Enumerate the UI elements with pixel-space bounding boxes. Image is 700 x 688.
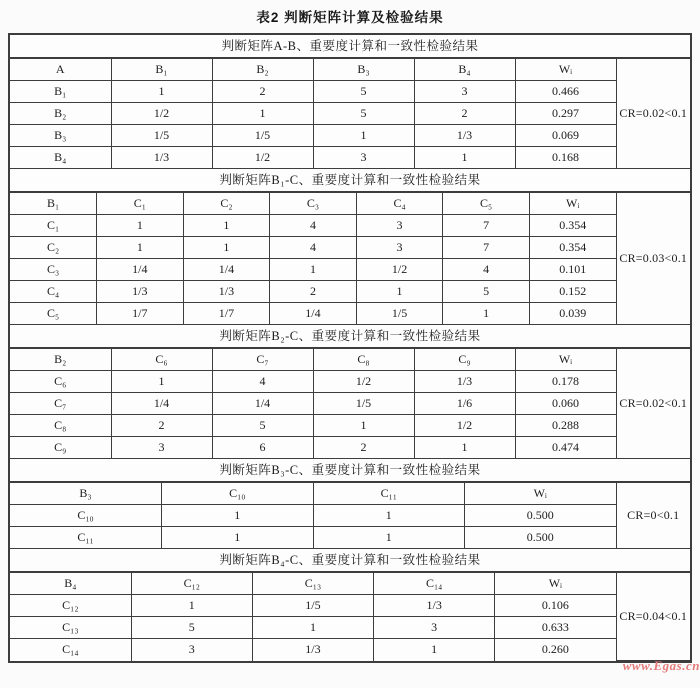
data-cell: 2 <box>212 81 313 103</box>
matrix-header-row <box>10 483 690 505</box>
matrix-data-row <box>10 437 690 459</box>
data-cell: 1/3 <box>374 595 495 617</box>
matrix-data-row <box>10 281 690 303</box>
header-cell: C₉ <box>414 349 515 371</box>
header-cell: B₃ <box>10 483 162 505</box>
matrix-data-row <box>10 371 690 393</box>
data-cell: 1/2 <box>414 415 515 437</box>
data-cell: 2 <box>111 415 212 437</box>
page-title: 表2 判断矩阵计算及检验结果 <box>256 10 444 25</box>
matrix-header-row <box>10 349 690 371</box>
data-cell: 2 <box>414 103 515 125</box>
matrix-data-row <box>10 393 690 415</box>
header-cell: C₅ <box>443 193 530 215</box>
row-label: C₁₀ <box>10 505 162 527</box>
data-cell: 5 <box>443 281 530 303</box>
data-cell: 7 <box>443 215 530 237</box>
row-label: B₃ <box>10 125 111 147</box>
row-label: C₁₃ <box>10 617 131 639</box>
matrix-data-row <box>10 595 690 617</box>
data-cell: 1/4 <box>111 393 212 415</box>
row-label: C₉ <box>10 437 111 459</box>
header-cell: Wᵢ <box>495 573 616 595</box>
header-cell: B₂ <box>212 59 313 81</box>
cr-value: CR=0.02<0.1 <box>616 349 690 459</box>
data-cell: 1/5 <box>313 393 414 415</box>
data-cell: 0.288 <box>515 415 616 437</box>
data-cell: 0.500 <box>465 527 617 549</box>
cr-value: CR=0.02<0.1 <box>616 59 690 169</box>
header-cell: C₁₁ <box>313 483 465 505</box>
data-cell: 3 <box>111 437 212 459</box>
row-label: C₁₄ <box>10 639 131 661</box>
data-cell: 1 <box>443 303 530 325</box>
data-cell: 1/3 <box>414 371 515 393</box>
data-cell: 1 <box>111 81 212 103</box>
section-title-b4-c: 判断矩阵B₄-C、重要度计算和一致性检验结果 <box>10 549 690 572</box>
watermark-text: www.Egas.cn <box>622 658 700 673</box>
matrix-data-row <box>10 415 690 437</box>
header-cell: Wᵢ <box>515 349 616 371</box>
data-cell: 1 <box>162 505 314 527</box>
judgment-matrix-table <box>8 33 692 663</box>
data-cell: 4 <box>443 259 530 281</box>
row-label: C₁₁ <box>10 527 162 549</box>
data-cell: 0.101 <box>529 259 616 281</box>
section-title-b1-c: 判断矩阵B₁-C、重要度计算和一致性检验结果 <box>10 169 690 192</box>
matrix-table-a-b <box>10 58 690 169</box>
data-cell: 0.069 <box>515 125 616 147</box>
matrix-data-row <box>10 81 690 103</box>
matrix-data-row <box>10 639 690 661</box>
data-cell: 1/4 <box>270 303 357 325</box>
section-b2-c <box>10 325 690 459</box>
data-cell: 5 <box>212 415 313 437</box>
data-cell: 0.466 <box>515 81 616 103</box>
data-cell: 0.039 <box>529 303 616 325</box>
data-cell: 0.633 <box>495 617 616 639</box>
matrix-table-b3-c <box>10 482 690 549</box>
header-cell: C₂ <box>183 193 270 215</box>
header-cell: B₁ <box>111 59 212 81</box>
header-cell: C₈ <box>313 349 414 371</box>
section-b4-c <box>10 549 690 661</box>
row-label: B₂ <box>10 103 111 125</box>
row-label: C₄ <box>10 281 97 303</box>
data-cell: 1/5 <box>111 125 212 147</box>
header-cell: C₇ <box>212 349 313 371</box>
section-title-a-b: 判断矩阵A-B、重要度计算和一致性检验结果 <box>10 35 690 58</box>
matrix-data-row <box>10 505 690 527</box>
data-cell: 0.178 <box>515 371 616 393</box>
data-cell: 1/2 <box>356 259 443 281</box>
section-title-b2-c: 判断矩阵B₂-C、重要度计算和一致性检验结果 <box>10 325 690 348</box>
row-label: C₆ <box>10 371 111 393</box>
data-cell: 3 <box>414 81 515 103</box>
matrix-table-b2-c <box>10 348 690 459</box>
data-cell: 4 <box>212 371 313 393</box>
data-cell: 7 <box>443 237 530 259</box>
row-label: C₈ <box>10 415 111 437</box>
data-cell: 1 <box>97 237 184 259</box>
row-label: B₁ <box>10 81 111 103</box>
header-cell: B₃ <box>313 59 414 81</box>
section-b1-c <box>10 169 690 325</box>
data-cell: 1 <box>270 259 357 281</box>
data-cell: 1 <box>414 147 515 169</box>
data-cell: 0.500 <box>465 505 617 527</box>
header-cell: B₄ <box>10 573 131 595</box>
data-cell: 1/2 <box>212 147 313 169</box>
section-b3-c <box>10 459 690 549</box>
data-cell: 1 <box>131 595 252 617</box>
header-cell: Wᵢ <box>465 483 617 505</box>
data-cell: 3 <box>131 639 252 661</box>
data-cell: 0.060 <box>515 393 616 415</box>
header-cell: Wᵢ <box>515 59 616 81</box>
section-title-b3-c: 判断矩阵B₃-C、重要度计算和一致性检验结果 <box>10 459 690 482</box>
data-cell: 3 <box>313 147 414 169</box>
data-cell: 1 <box>313 527 465 549</box>
data-cell: 4 <box>270 237 357 259</box>
row-label: C₇ <box>10 393 111 415</box>
data-cell: 0.354 <box>529 237 616 259</box>
data-cell: 1 <box>414 437 515 459</box>
data-cell: 0.260 <box>495 639 616 661</box>
matrix-data-row <box>10 237 690 259</box>
header-cell: Wᵢ <box>529 193 616 215</box>
row-label: B₄ <box>10 147 111 169</box>
data-cell: 1/3 <box>414 125 515 147</box>
data-cell: 1/3 <box>252 639 373 661</box>
section-a-b <box>10 35 690 169</box>
header-cell: C₃ <box>270 193 357 215</box>
data-cell: 4 <box>270 215 357 237</box>
data-cell: 1 <box>313 125 414 147</box>
data-cell: 3 <box>374 617 495 639</box>
data-cell: 1 <box>252 617 373 639</box>
header-cell: C₁₃ <box>252 573 373 595</box>
matrix-data-row <box>10 103 690 125</box>
data-cell: 0.474 <box>515 437 616 459</box>
data-cell: 1/7 <box>183 303 270 325</box>
header-cell: B₄ <box>414 59 515 81</box>
row-label: C₂ <box>10 237 97 259</box>
data-cell: 6 <box>212 437 313 459</box>
data-cell: 1/3 <box>97 281 184 303</box>
data-cell: 1 <box>313 505 465 527</box>
header-cell: C₆ <box>111 349 212 371</box>
matrix-data-row <box>10 259 690 281</box>
data-cell: 1 <box>97 215 184 237</box>
cr-value: CR=0<0.1 <box>616 483 690 549</box>
header-cell: A <box>10 59 111 81</box>
header-cell: C₁₄ <box>374 573 495 595</box>
data-cell: 1 <box>183 237 270 259</box>
data-cell: 3 <box>356 215 443 237</box>
matrix-data-row <box>10 147 690 169</box>
data-cell: 1/3 <box>111 147 212 169</box>
matrix-header-row <box>10 59 690 81</box>
data-cell: 1 <box>374 639 495 661</box>
header-cell: C₁₀ <box>162 483 314 505</box>
data-cell: 5 <box>313 103 414 125</box>
header-cell: B₁ <box>10 193 97 215</box>
data-cell: 1/5 <box>252 595 373 617</box>
header-cell: B₂ <box>10 349 111 371</box>
data-cell: 1 <box>356 281 443 303</box>
matrix-table-b1-c <box>10 192 690 325</box>
data-cell: 0.297 <box>515 103 616 125</box>
data-cell: 1/4 <box>212 393 313 415</box>
data-cell: 2 <box>313 437 414 459</box>
cr-value: CR=0.04<0.1 <box>616 573 690 661</box>
data-cell: 1/3 <box>183 281 270 303</box>
data-cell: 0.152 <box>529 281 616 303</box>
header-cell: C₁₂ <box>131 573 252 595</box>
row-label: C₅ <box>10 303 97 325</box>
data-cell: 1/5 <box>212 125 313 147</box>
data-cell: 2 <box>270 281 357 303</box>
data-cell: 1/2 <box>111 103 212 125</box>
matrix-data-row <box>10 215 690 237</box>
data-cell: 3 <box>356 237 443 259</box>
data-cell: 5 <box>131 617 252 639</box>
matrix-data-row <box>10 527 690 549</box>
matrix-data-row <box>10 303 690 325</box>
matrix-table-b4-c <box>10 572 690 661</box>
data-cell: 0.168 <box>515 147 616 169</box>
data-cell: 1/6 <box>414 393 515 415</box>
matrix-header-row <box>10 573 690 595</box>
data-cell: 1/4 <box>97 259 184 281</box>
cr-value: CR=0.03<0.1 <box>616 193 690 325</box>
data-cell: 5 <box>313 81 414 103</box>
header-cell: C₄ <box>356 193 443 215</box>
data-cell: 1 <box>212 103 313 125</box>
row-label: C₃ <box>10 259 97 281</box>
data-cell: 1 <box>183 215 270 237</box>
data-cell: 1/4 <box>183 259 270 281</box>
data-cell: 1/5 <box>356 303 443 325</box>
data-cell: 1/2 <box>313 371 414 393</box>
data-cell: 0.106 <box>495 595 616 617</box>
data-cell: 0.354 <box>529 215 616 237</box>
header-cell: C₁ <box>97 193 184 215</box>
row-label: C₁₂ <box>10 595 131 617</box>
row-label: C₁ <box>10 215 97 237</box>
data-cell: 1 <box>111 371 212 393</box>
data-cell: 1 <box>162 527 314 549</box>
matrix-data-row <box>10 125 690 147</box>
data-cell: 1 <box>313 415 414 437</box>
data-cell: 1/7 <box>97 303 184 325</box>
matrix-data-row <box>10 617 690 639</box>
matrix-header-row <box>10 193 690 215</box>
